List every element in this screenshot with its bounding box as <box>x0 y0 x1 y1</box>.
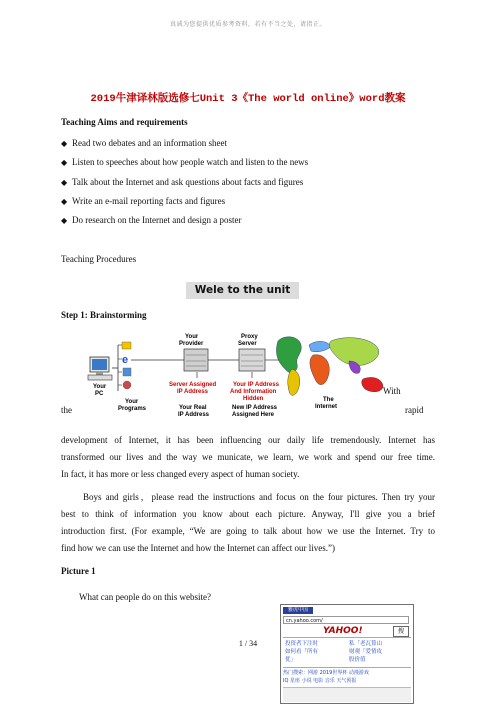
internet-label-2: Internet <box>315 404 338 410</box>
paragraph-line: best to think of information you know about each picture. Anyway, I'll give you a brief <box>61 509 435 519</box>
hidden-ip-1: Your IP Address <box>233 382 279 388</box>
world-map-icon <box>265 337 383 396</box>
server-assigned-ip-1: Server Assigned <box>169 382 217 388</box>
paragraph-line: transformed our lives and the way we municate, we learn, we work and spend our free time. <box>61 452 435 462</box>
proxy-server-diagram <box>87 331 393 422</box>
intro-word-with: With <box>383 386 401 396</box>
provider-server-icon <box>184 349 208 371</box>
programs-icons <box>112 342 131 391</box>
paragraph-line: introduction first. (For example, “We are going to talk about how we use the Internet. Try to <box>61 526 435 536</box>
mail-icon <box>123 368 131 376</box>
thumb-url-bar: cn.yahoo.com/ <box>283 616 409 624</box>
diamond-bullet-icon: ◆ <box>61 216 68 225</box>
aims-heading: Teaching Aims and requirements <box>61 117 188 127</box>
thumb-search-button: 搜 <box>393 626 409 637</box>
paragraph-line: development of Internet, it has been influencing our daily life tremendously. Internet has <box>61 435 435 445</box>
thumb-left-links: 投资者下注时 如何看「所有 优」 <box>285 641 319 663</box>
paragraph-line: find how we can use the Internet and how the Internet can affect our lives.”) <box>61 543 335 553</box>
proxy-server-icon <box>239 349 265 371</box>
proxy-label-2: Server <box>238 341 257 347</box>
picture1-question: What can people do on this website? <box>79 592 211 602</box>
unit-banner: Wele to the unit <box>186 282 299 299</box>
provider-label-2: Provider <box>179 341 204 347</box>
paragraph-line: In fact, it has more or less changed every aspect of human society. <box>61 469 300 479</box>
pc-label-1: Your <box>93 384 107 390</box>
document-title: 2019牛津译林版选修七Unit 3《The world online》word教案 <box>90 93 406 105</box>
thumb-bottom-links: 热门搜索：网游 2019世界杯 动漫游戏 IQ 星座 小说 电影 音乐 天气预报 <box>283 670 369 684</box>
header-watermark: 真诚为您提供优质参考资料，若有不当之处，请指正。 <box>169 22 326 28</box>
page-number: 1 / 34 <box>238 639 258 648</box>
server-assigned-ip-2: IP Address <box>177 389 209 395</box>
diamond-bullet-icon: ◆ <box>61 197 68 206</box>
aim-item: ◆ Talk about the Internet and ask questions about facts and figures <box>61 177 304 187</box>
provider-label-1: Your <box>185 334 199 340</box>
folder-icon <box>122 342 131 349</box>
media-icon <box>123 381 131 389</box>
paragraph-line: Boys and girls，please read the instructions and focus on the four pictures. Then try your <box>83 492 435 502</box>
step1-heading: Step 1: Brainstorming <box>61 310 147 320</box>
procedures-heading: Teaching Procedures <box>61 254 137 264</box>
intro-word-rapid: rapid <box>405 405 424 415</box>
hidden-ip-3: Hidden <box>243 396 264 402</box>
hidden-ip-2: And Information <box>230 389 277 395</box>
yahoo-logo: YAHOO! <box>323 626 363 636</box>
aim-item: ◆ Do research on the Internet and design a poster <box>61 215 242 225</box>
new-ip-2: Assigned Here <box>232 412 275 418</box>
aim-item: ◆ Write an e-mail reporting facts and figures <box>61 196 226 206</box>
diamond-bullet-icon: ◆ <box>61 158 68 167</box>
real-ip-1: Your Real <box>179 405 207 411</box>
yahoo-mobile-screenshot <box>280 604 414 704</box>
programs-label-2: Programs <box>118 406 147 412</box>
aim-item: ◆ Listen to speeches about how people watch and listen to the news <box>61 157 309 167</box>
browser-icon: e <box>122 354 129 366</box>
diamond-bullet-icon: ◆ <box>61 178 68 187</box>
proxy-label-1: Proxy <box>241 334 258 340</box>
internet-label-1: The <box>323 397 334 403</box>
real-ip-2: IP Address <box>178 412 210 418</box>
new-ip-1: New IP Address <box>232 405 278 411</box>
intro-word-the: the <box>61 405 72 415</box>
pc-label-2: PC <box>95 391 104 397</box>
programs-label-1: Your <box>125 399 139 405</box>
picture1-heading: Picture 1 <box>61 566 96 576</box>
computer-icon <box>88 357 112 380</box>
thumb-right-links: 私「老瓦算山 财观「爱情攻 股价值 <box>349 641 383 663</box>
thumb-tab: 雅虎中国 <box>283 607 313 614</box>
diamond-bullet-icon: ◆ <box>61 139 68 148</box>
aim-item: ◆ Read two debates and an information sheet <box>61 138 227 148</box>
